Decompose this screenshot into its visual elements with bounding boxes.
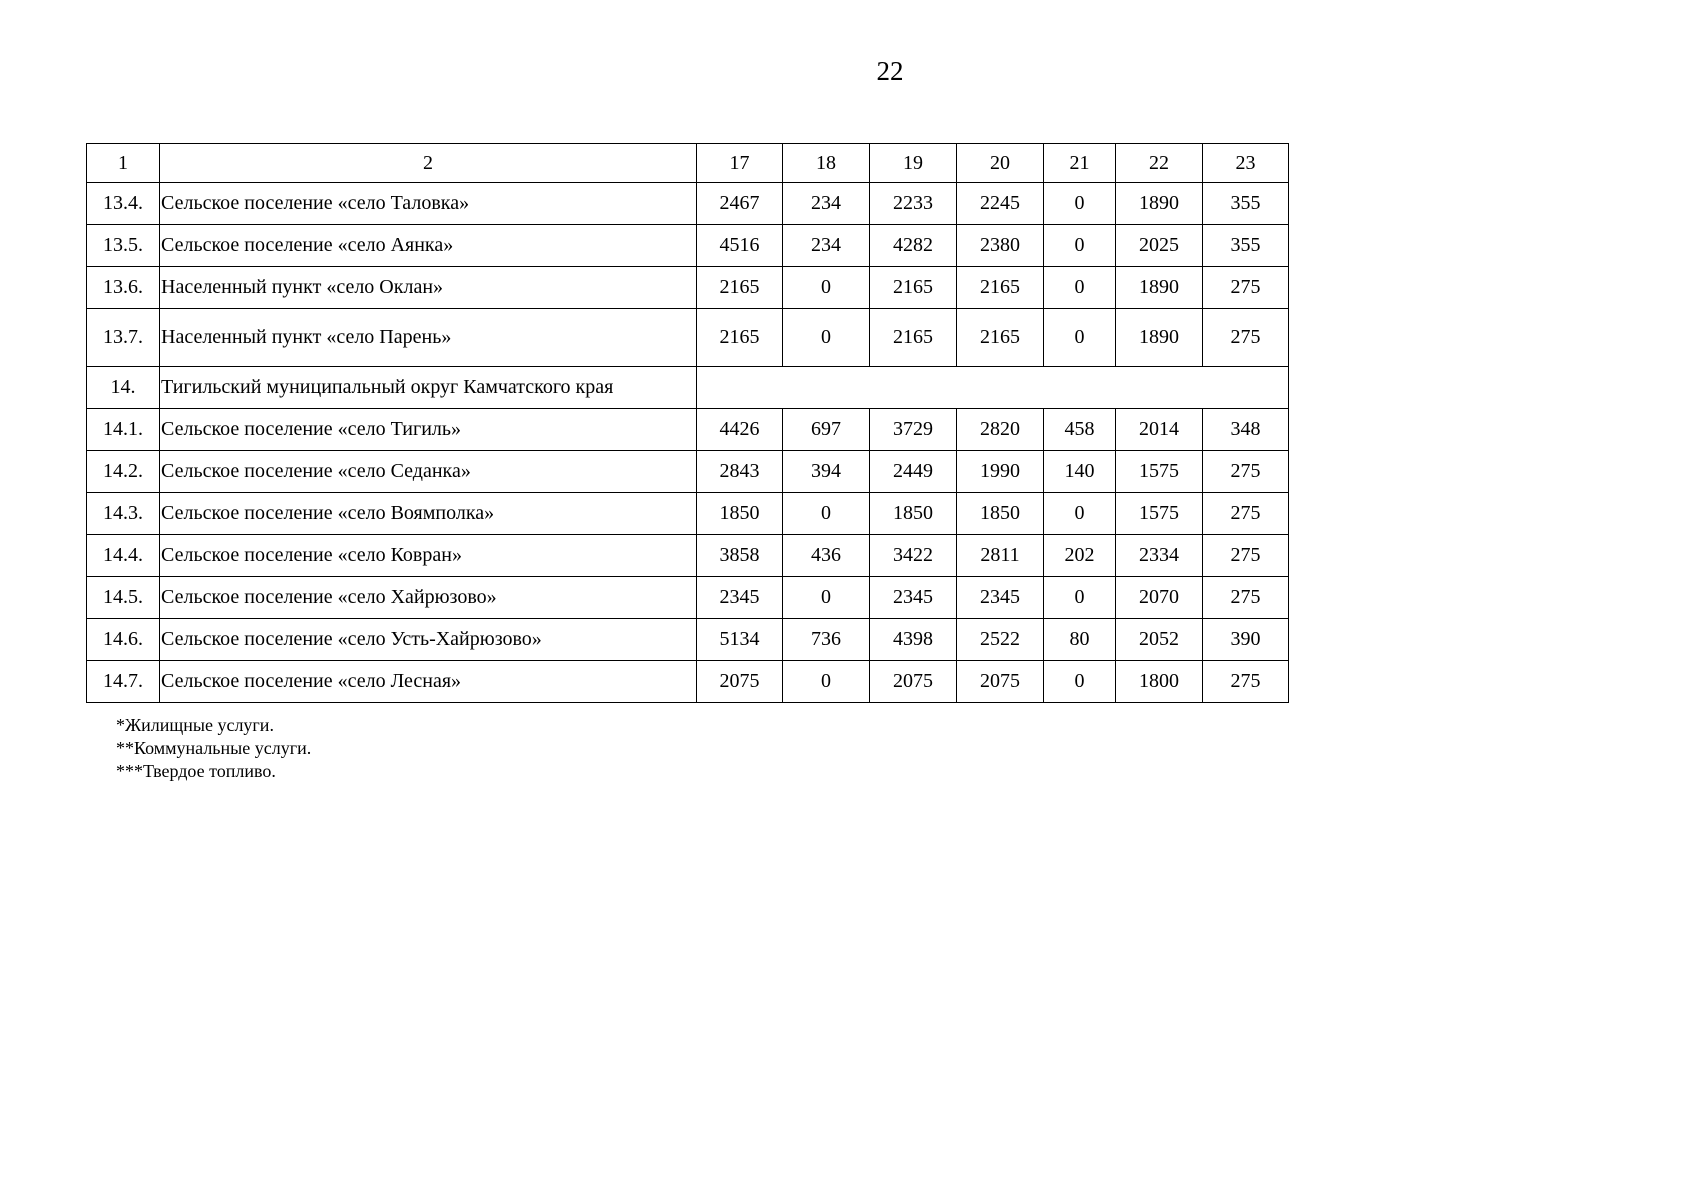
table-row [87,493,1289,535]
row-value: 4282 [870,225,957,267]
row-number: 14.2. [87,451,160,493]
table-row [87,309,1289,367]
row-number: 13.6. [87,267,160,309]
row-value: 2843 [697,451,783,493]
row-value: 2075 [957,661,1044,703]
row-value: 0 [1044,183,1116,225]
row-value: 2345 [697,577,783,619]
header-row [87,144,1289,183]
row-value: 2245 [957,183,1044,225]
section-row [87,367,1289,409]
row-value: 0 [783,267,870,309]
row-value: 1850 [870,493,957,535]
row-value: 275 [1203,451,1289,493]
row-value: 458 [1044,409,1116,451]
row-value: 2334 [1116,535,1203,577]
row-value: 140 [1044,451,1116,493]
row-value: 355 [1203,183,1289,225]
row-name: Сельское поселение «село Воямполка» [160,493,697,535]
row-value: 2345 [870,577,957,619]
row-value: 2522 [957,619,1044,661]
row-value: 0 [1044,493,1116,535]
row-value: 2811 [957,535,1044,577]
page-number: 22 [876,56,904,86]
row-value: 2025 [1116,225,1203,267]
row-name: Сельское поселение «село Лесная» [160,661,697,703]
header-cell: 22 [1116,144,1203,183]
row-value: 2165 [870,267,957,309]
row-value: 1575 [1116,493,1203,535]
row-number: 13.5. [87,225,160,267]
row-value: 348 [1203,409,1289,451]
row-number: 14.7. [87,661,160,703]
row-value: 0 [1044,661,1116,703]
header-cell: 21 [1044,144,1116,183]
section-name: Тигильский муниципальный округ Камчатского края [160,367,697,409]
header-cell: 23 [1203,144,1289,183]
row-name: Сельское поселение «село Седанка» [160,451,697,493]
row-value: 275 [1203,267,1289,309]
table-row [87,661,1289,703]
row-value: 0 [783,661,870,703]
row-value: 1890 [1116,267,1203,309]
row-value: 275 [1203,577,1289,619]
row-value: 0 [783,493,870,535]
section-empty-cell [697,367,1289,409]
row-value: 4398 [870,619,957,661]
section-number: 14. [87,367,160,409]
header-cell: 18 [783,144,870,183]
row-value: 2380 [957,225,1044,267]
footnote: *Жилищные услуги. [116,715,274,735]
row-value: 697 [783,409,870,451]
row-value: 2449 [870,451,957,493]
row-value: 275 [1203,493,1289,535]
row-value: 234 [783,225,870,267]
table-row [87,267,1289,309]
row-value: 736 [783,619,870,661]
table-row [87,577,1289,619]
row-value: 1850 [697,493,783,535]
row-number: 13.4. [87,183,160,225]
row-number: 14.4. [87,535,160,577]
table-row [87,409,1289,451]
row-value: 1890 [1116,309,1203,367]
row-value: 3729 [870,409,957,451]
row-name: Сельское поселение «село Усть-Хайрюзово» [160,619,697,661]
header-cell: 17 [697,144,783,183]
table-row [87,225,1289,267]
row-name: Сельское поселение «село Ковран» [160,535,697,577]
row-value: 80 [1044,619,1116,661]
row-value: 0 [783,577,870,619]
header-cell: 20 [957,144,1044,183]
row-value: 2165 [697,309,783,367]
row-value: 275 [1203,661,1289,703]
row-value: 394 [783,451,870,493]
row-value: 2165 [870,309,957,367]
row-number: 14.1. [87,409,160,451]
header-cell: 2 [160,144,697,183]
row-value: 390 [1203,619,1289,661]
row-name: Сельское поселение «село Таловка» [160,183,697,225]
row-value: 4426 [697,409,783,451]
table-row [87,451,1289,493]
row-value: 0 [1044,577,1116,619]
row-value: 275 [1203,535,1289,577]
row-number: 14.5. [87,577,160,619]
table-row [87,619,1289,661]
row-value: 3858 [697,535,783,577]
row-value: 0 [1044,309,1116,367]
row-value: 2820 [957,409,1044,451]
footnotes [116,714,311,783]
table-row [87,535,1289,577]
row-value: 2052 [1116,619,1203,661]
header-cell: 19 [870,144,957,183]
row-name: Сельское поселение «село Тигиль» [160,409,697,451]
row-value: 275 [1203,309,1289,367]
row-value: 1850 [957,493,1044,535]
row-value: 0 [1044,267,1116,309]
row-value: 202 [1044,535,1116,577]
footnote: ***Твердое топливо. [116,761,276,781]
row-value: 436 [783,535,870,577]
row-value: 1890 [1116,183,1203,225]
row-name: Сельское поселение «село Аянка» [160,225,697,267]
row-number: 13.7. [87,309,160,367]
row-value: 1575 [1116,451,1203,493]
header-cell: 1 [87,144,160,183]
row-name: Сельское поселение «село Хайрюзово» [160,577,697,619]
row-value: 2345 [957,577,1044,619]
row-value: 2075 [697,661,783,703]
row-value: 0 [783,309,870,367]
row-value: 3422 [870,535,957,577]
data-table [86,143,1289,703]
row-value: 1990 [957,451,1044,493]
row-value: 2233 [870,183,957,225]
footnote: **Коммунальные услуги. [116,738,312,758]
row-value: 2070 [1116,577,1203,619]
row-name: Населенный пункт «село Парень» [160,309,697,367]
row-number: 14.3. [87,493,160,535]
row-value: 2165 [697,267,783,309]
row-value: 1800 [1116,661,1203,703]
row-value: 4516 [697,225,783,267]
table-row [87,183,1289,225]
row-value: 2014 [1116,409,1203,451]
row-value: 2165 [957,267,1044,309]
row-value: 2075 [870,661,957,703]
row-value: 234 [783,183,870,225]
row-value: 0 [1044,225,1116,267]
row-value: 2467 [697,183,783,225]
row-value: 5134 [697,619,783,661]
row-value: 2165 [957,309,1044,367]
row-number: 14.6. [87,619,160,661]
row-value: 355 [1203,225,1289,267]
row-name: Населенный пункт «село Оклан» [160,267,697,309]
